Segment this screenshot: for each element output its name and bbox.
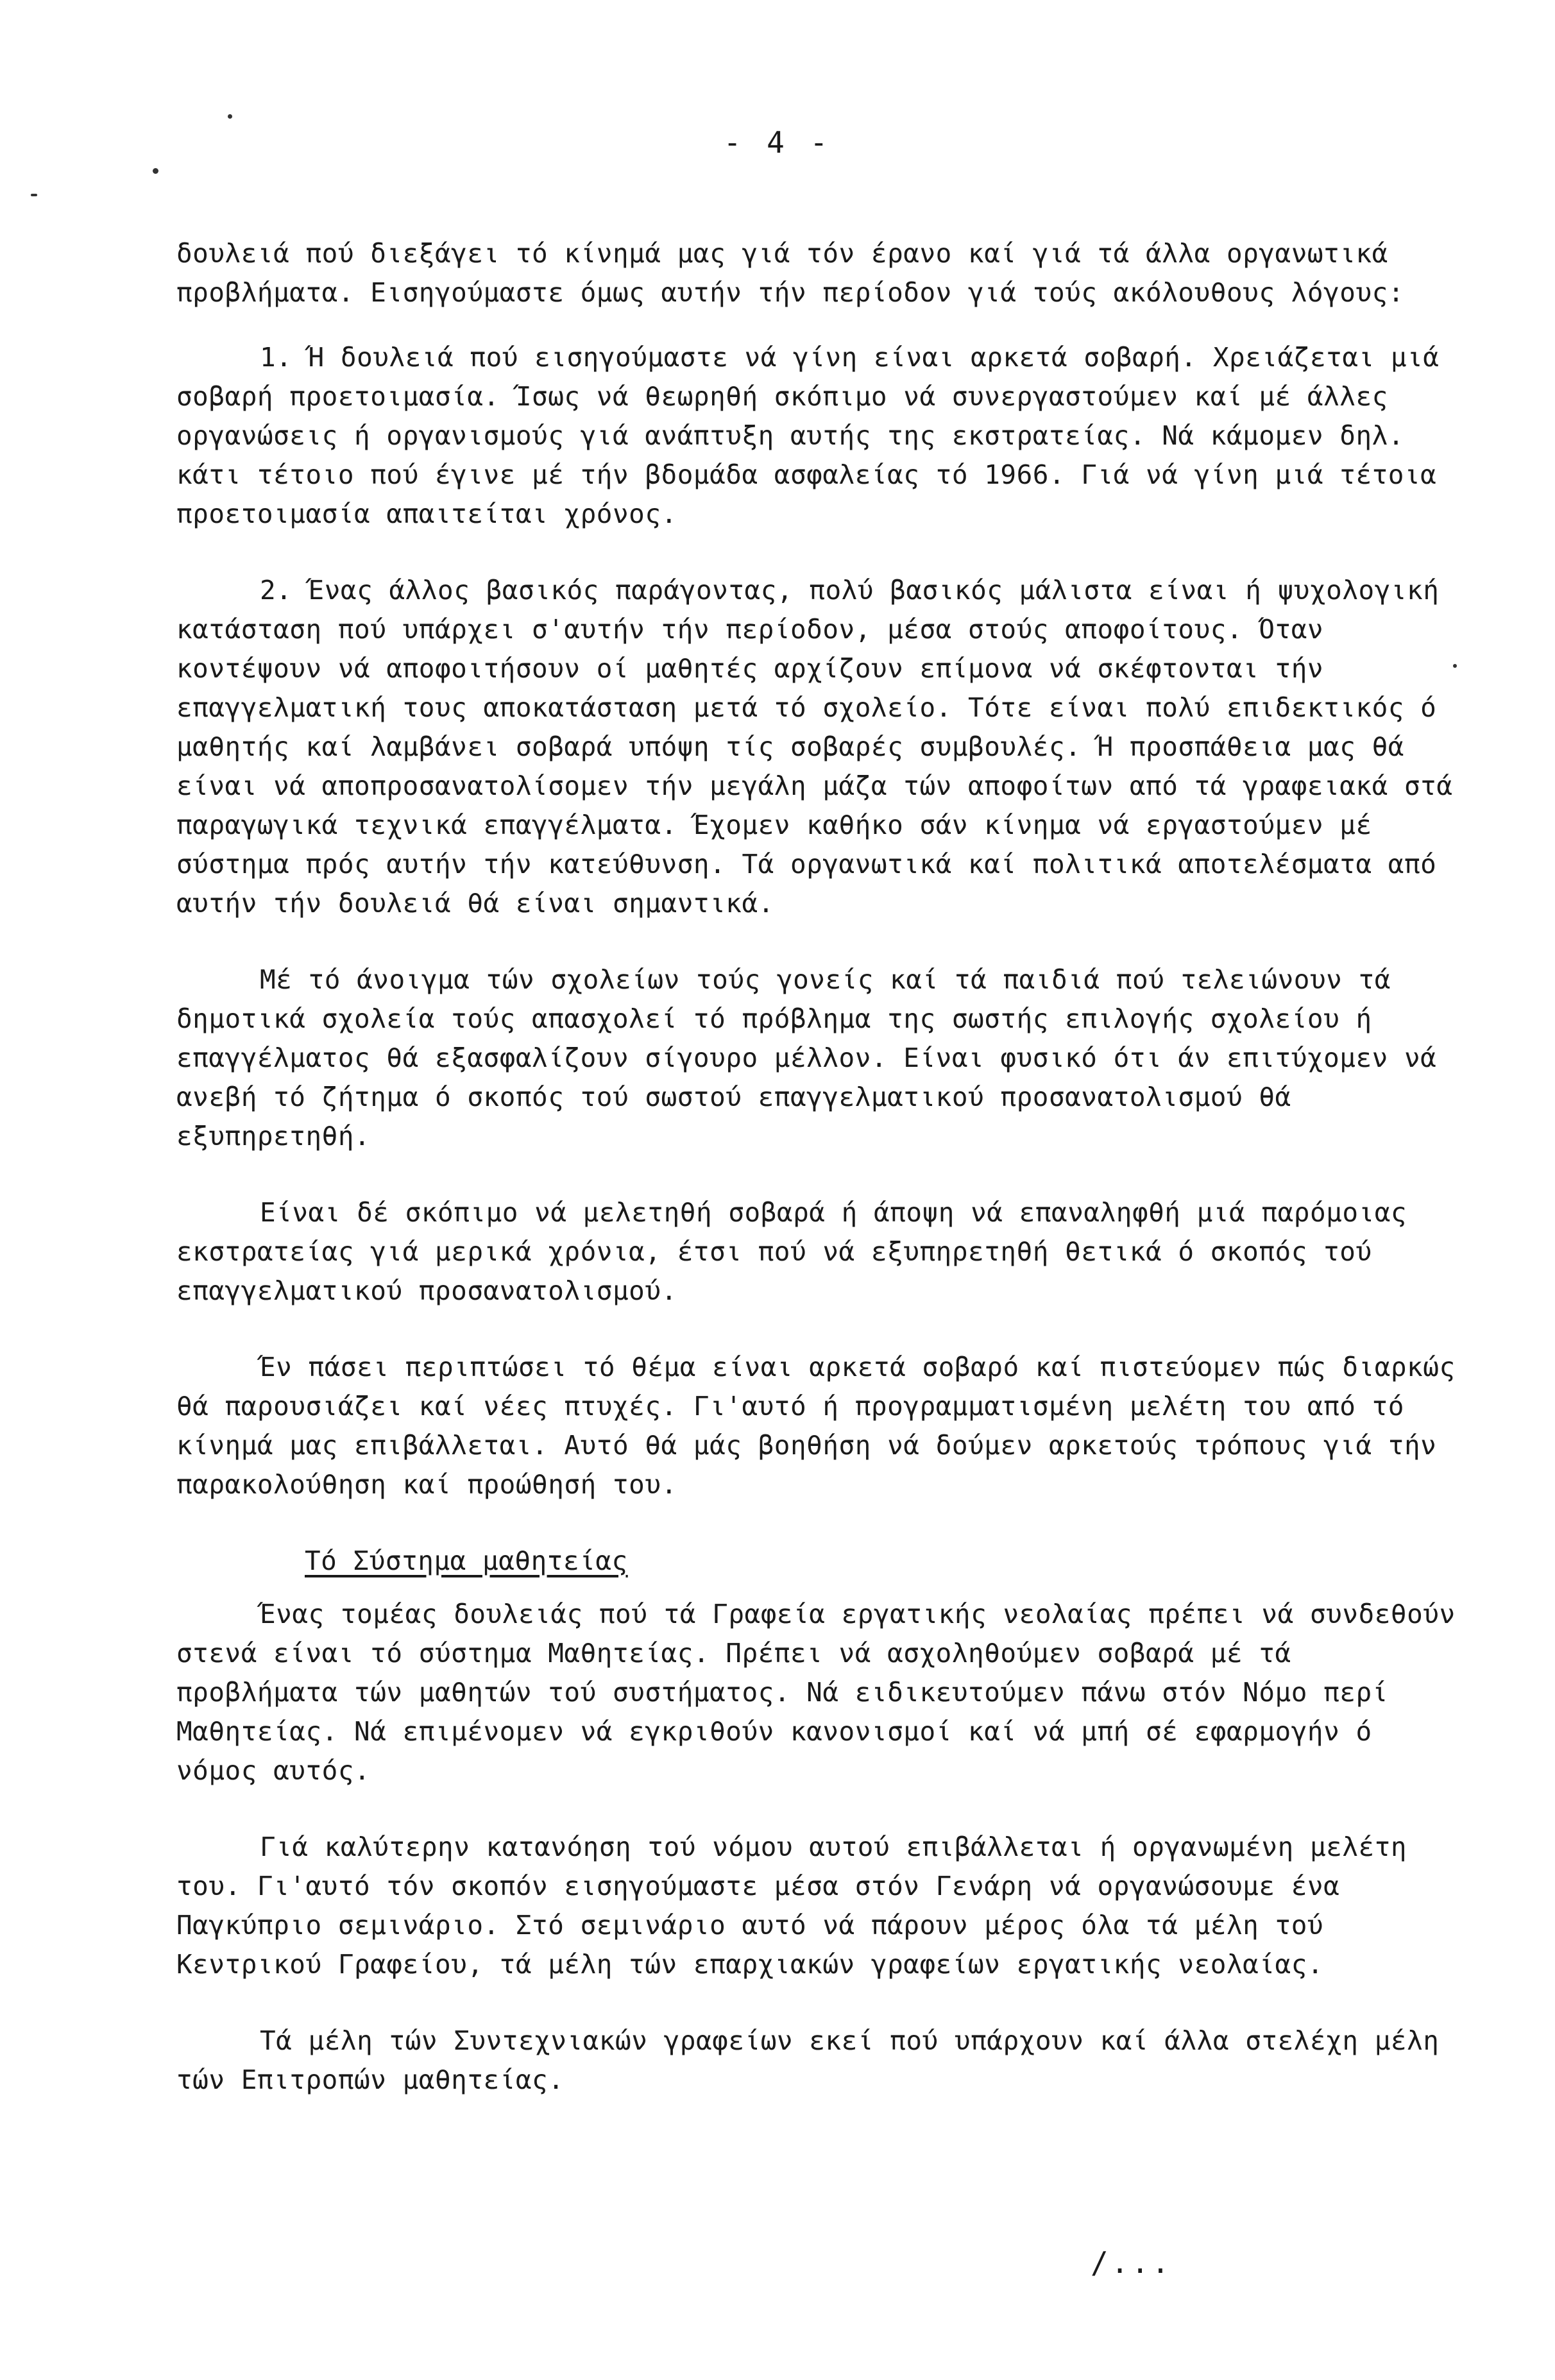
scan-speck [228, 114, 232, 119]
paragraph-apprenticeship-sector: Ένας τομέας δουλειάς πού τά Γραφεία εργατικής νεολαίας πρέπει νά συνδεθούν στενά είναι τό σύστημα Μαθητείας. Πρέπει νά ασχοληθούμεν σοβαρά μέ τά προβλήματα τών μαθητών τού συστήματος. Νά ειδικευτούμεν πάνω στόν Νόμο περί Μαθητείας. Νά επιμένομεν νά εγκριθούν κανονισμοί καί νά μπή σέ εφαρμογήν ό νόμος αυτός. [176, 1599, 1456, 1786]
paragraph-point-2: 2. Ένας άλλος βασικός παράγοντας, πολύ βασικός μάλιστα είναι ή ψυχολογική κατάσταση πού υπάρχει σ'αυτήν τήν περίοδον, μέσα στούς αποφοίτους. Όταν κοντέψουν νά αποφοιτήσουν οί μαθητές αρχίζουν επίμονα νά σκέφτονται τήν επαγγελματική τους αποκατάσταση μετά τό σχολείο. Τότε είναι πολύ επιδεκτικός ό μαθητής καί λαμβάνει σοβαρά υπόψη τίς σοβαρές συμβουλές. Ή προσπάθεια μας θά είναι νά αποπροσανατολίσομεν τήν μεγάλη μάζα τών αποφοίτων από τά γραφειακά στά παραγωγικά τεχνικά επαγγέλματα. Έχομεν καθήκο σάν κίνημα νά εργαστούμεν μέ σύστημα πρός αυτήν τήν κατεύθυνση. Τά οργανωτικά καί πολιτικά αποτελέσματα από αυτήν τήν δουλειά θά είναι σημαντικά. [176, 575, 1453, 919]
page-number: - 4 - [723, 125, 832, 160]
paragraph-seminar: Γιά καλύτερην κατανόηση τού νόμου αυτού επιβάλλεται ή οργανωμένη μελέτη του. Γι'αυτό τόν σκοπόν εισηγούμαστε μέσα στόν Γενάρη νά οργανώσουμε ένα Παγκύπριο σεμινάριο. Στό σεμινάριο αυτό νά πάρουν μέρος όλα τά μέλη τού Κεντρικού Γραφείου, τά μέλη τών επαρχιακών γραφείων εργατικής νεολαίας. [176, 1832, 1407, 1980]
paragraph-school-opening: Μέ τό άνοιγμα τών σχολείων τούς γονείς καί τά παιδιά πού τελειώνουν τά δημοτικά σχολεία τούς απασχολεί τό πρόβλημα της σωστής επιλογής σχολείου ή επαγγέλματος θά εξασφαλίζουν σίγουρο μέλλον. Είναι φυσικό ότι άν επιτύχομεν νά ανεβή τό ζήτημα ό σκοπός τού σωστού επαγγελματικού προσανατολισμού θά εξυπηρετηθή. [176, 964, 1437, 1152]
paragraph-serious-topic: Έν πάσει περιπτώσει τό θέμα είναι αρκετά σοβαρό καί πιστεύομεν πώς διαρκώς θά παρουσιάζει καί νέες πτυχές. Γι'αυτό ή προγραμματισμένη μελέτη του από τό κίνημά μας επιβάλλεται. Αυτό θά μάς βοηθήση νά δούμεν αρκετούς τρόπους γιά τήν παρακολούθηση καί προώθησή του. [176, 1352, 1456, 1500]
document-body [176, 234, 1459, 2137]
paragraph-intro: δουλειά πού διεξάγει τό κίνημά μας γιά τόν έρανο καί γιά τά άλλα οργανωτικά προβλήματα. Εισηγούμαστε όμως αυτήν τήν περίοδον γιά τούς ακόλουθους λόγους: [176, 238, 1404, 308]
scan-speck [31, 194, 37, 196]
scan-speck [153, 168, 158, 174]
continuation-mark: /... [1091, 2245, 1172, 2280]
paragraph-union-members: Τά μέλη τών Συντεχνιακών γραφείων εκεί πού υπάρχουν καί άλλα στελέχη μέλη τών Επιτροπών μαθητείας. [176, 2025, 1440, 2095]
paragraph-repeat-campaign: Είναι δέ σκόπιμο νά μελετηθή σοβαρά ή άποψη νά επαναληφθή μιά παρόμοιας εκστρατείας γιά μερικά χρόνια, έτσι πού νά εξυπηρετηθή θετικά ό σκοπός τού επαγγελματικού προσανατολισμού. [176, 1197, 1407, 1306]
paragraph-point-1: 1. Ή δουλειά πού εισηγούμαστε νά γίνη είναι αρκετά σοβαρή. Χρειάζεται μιά σοβαρή προετοιμασία. Ίσως νά θεωρηθή σκόπιμο νά συνεργαστούμεν καί μέ άλλες οργανώσεις ή οργανισμούς γιά ανάπτυξη αυτής της εκστρατείας. Νά κάμομεν δηλ. κάτι τέτοιο πού έγινε μέ τήν βδομάδα ασφαλείας τό 1966. Γιά νά γίνη μιά τέτοια προετοιμασία απαιτείται χρόνος. [176, 342, 1440, 529]
section-heading-apprenticeship: Τό Σύστημα μαθητείας [305, 1545, 628, 1576]
